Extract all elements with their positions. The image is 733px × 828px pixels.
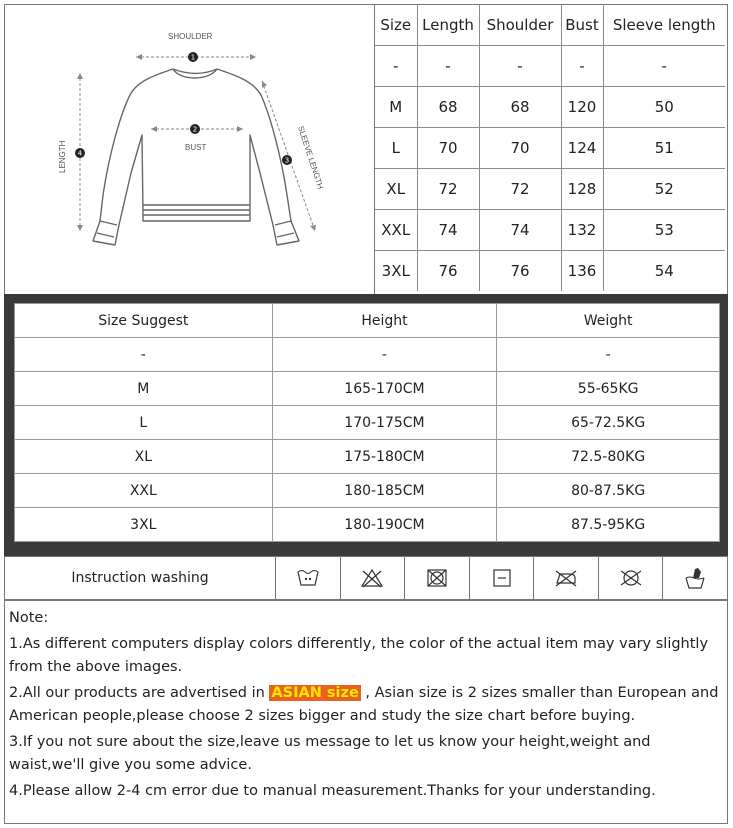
table-row [15, 338, 720, 372]
table-cell: 80-87.5KG [497, 474, 720, 508]
table-row [15, 440, 720, 474]
table-cell: 3XL [381, 262, 410, 280]
table-cell: 68 [417, 87, 479, 128]
table-cell: L [15, 406, 273, 440]
size-suggest-section [4, 294, 728, 556]
note-1: 1.As different computers display colors differently, the color of the actual item may vary slightly from the above images. [9, 636, 709, 675]
table-cell: 52 [603, 169, 725, 210]
sweater-diagram [5, 5, 375, 294]
header-height: Height [272, 304, 497, 338]
table-cell: 70 [417, 128, 479, 169]
header-sleeve-length: Sleeve length [603, 5, 725, 46]
table-cell: - [417, 46, 479, 87]
washing-label: Instruction washing [5, 557, 276, 599]
notes-section [4, 600, 728, 824]
marker-3-text: 3 [284, 156, 290, 165]
table-row [15, 508, 720, 542]
table-cell: 53 [603, 210, 725, 251]
table-cell: 87.5-95KG [497, 508, 720, 542]
note-3: 3.If you not sure about the size,leave us message to let us know your height,weight and waist,we'll give you some advice. [9, 734, 651, 773]
suggest-table-header [15, 304, 720, 338]
marker-2-text: 2 [192, 125, 198, 134]
table-cell: L [375, 128, 417, 169]
table-cell: 175-180CM [272, 440, 497, 474]
table-row [375, 128, 725, 169]
table-cell: - [479, 46, 561, 87]
sweater-illustration [5, 5, 373, 294]
note-2-line-2: American people,please choose 2 sizes bigger and study the size chart before buying. [9, 708, 636, 724]
header-shoulder: Shoulder [479, 5, 561, 46]
note-4: 4.Please allow 2-4 cm error due to manual measurement.Thanks for your understanding. [9, 783, 656, 799]
table-cell: 120 [561, 87, 603, 128]
table-row [375, 169, 725, 210]
shoulder-label: SHOULDER [168, 32, 213, 41]
table-cell: 136 [561, 251, 603, 292]
header-length: Length [417, 5, 479, 46]
table-cell: 76 [417, 251, 479, 292]
header-size: Size [375, 5, 417, 46]
table-row [15, 406, 720, 440]
iron-low-icon [553, 568, 579, 588]
wash-30-icon [296, 568, 320, 588]
washing-instructions [4, 556, 728, 600]
header-size-suggest: Size Suggest [15, 304, 273, 338]
marker-4-text: 4 [77, 149, 83, 158]
note-2-suffix: , Asian size is 2 sizes smaller than European and [360, 685, 719, 701]
table-cell: M [15, 372, 273, 406]
table-cell: - [497, 338, 720, 372]
note-2 [9, 682, 723, 705]
length-label: LENGTH [58, 140, 67, 173]
size-chart-section [4, 4, 728, 295]
table-cell: 74 [479, 210, 561, 251]
size-table-header [375, 5, 725, 46]
table-cell: 165-170CM [272, 372, 497, 406]
table-cell: 65-72.5KG [497, 406, 720, 440]
table-cell: 170-175CM [272, 406, 497, 440]
table-cell: 132 [561, 210, 603, 251]
bust-label: BUST [185, 143, 207, 152]
table-row [15, 372, 720, 406]
size-suggest-table [14, 303, 720, 542]
table-cell: 68 [479, 87, 561, 128]
table-cell: 76 [479, 251, 561, 292]
table-cell: 180-190CM [272, 508, 497, 542]
header-bust: Bust [561, 5, 603, 46]
table-cell: 55-65KG [497, 372, 720, 406]
table-cell: 128 [561, 169, 603, 210]
table-cell: - [561, 46, 603, 87]
table-row [375, 87, 725, 128]
table-cell: - [375, 46, 417, 87]
sleeve-length-label: SLEEVE LENGTH [296, 124, 325, 191]
table-cell: 72.5-80KG [497, 440, 720, 474]
table-cell: 72 [479, 169, 561, 210]
table-cell: 51 [603, 128, 725, 169]
header-weight: Weight [497, 304, 720, 338]
table-row [375, 210, 725, 251]
table-cell: 180-185CM [272, 474, 497, 508]
dry-flat-icon [490, 568, 514, 588]
table-cell: 50 [603, 87, 725, 128]
table-cell: 70 [479, 128, 561, 169]
table-cell: XXL [15, 474, 273, 508]
table-cell: XL [375, 169, 417, 210]
table-cell: 54 [603, 251, 725, 292]
table-row [15, 474, 720, 508]
no-tumble-dry-icon [425, 568, 449, 588]
table-cell: XXL [375, 210, 417, 251]
table-cell: - [603, 46, 725, 87]
table-row [375, 251, 725, 292]
no-bleach-icon [360, 568, 384, 588]
table-cell: M [375, 87, 417, 128]
marker-1-text: 1 [190, 53, 196, 62]
note-2-prefix: 2.All our products are advertised in [9, 685, 270, 701]
asian-size-highlight: ASIAN size [271, 685, 359, 701]
table-cell: 74 [417, 210, 479, 251]
table-cell: 3XL [15, 508, 273, 542]
table-cell: - [15, 338, 273, 372]
size-table [375, 5, 725, 291]
hand-wash-icon [683, 566, 707, 590]
notes-title: Note: [9, 610, 49, 626]
table-cell: XL [15, 440, 273, 474]
table-cell: 124 [561, 128, 603, 169]
table-row [375, 46, 725, 87]
table-cell: 72 [417, 169, 479, 210]
table-cell: - [272, 338, 497, 372]
no-dry-clean-icon [618, 568, 644, 588]
